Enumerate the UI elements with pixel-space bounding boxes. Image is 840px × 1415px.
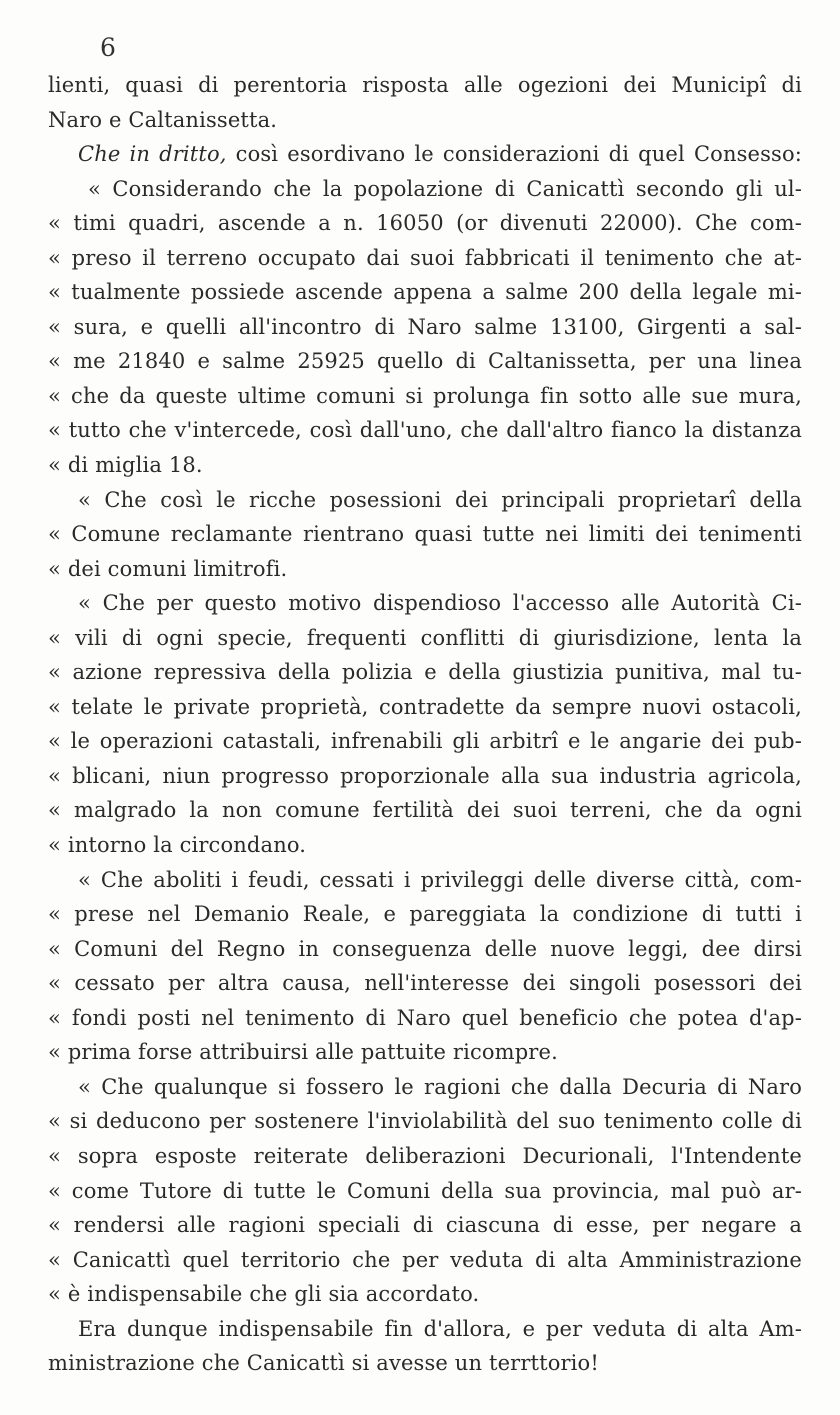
body-text <box>48 68 802 1381</box>
text-line: « di miglia 18. <box>48 453 203 478</box>
text-line: Era dunque indispensabile fin d'allora, e per veduta di alta Am- <box>78 1316 802 1341</box>
text-line: « le operazioni catastali, infrenabili gli arbitrî e le angarie dei pub- <box>48 729 802 754</box>
text-line: « rendersi alle ragioni speciali di ciascuna di esse, per negare a <box>48 1213 802 1238</box>
text-line: « telate le private proprietà, contradette da sempre nuovi ostacoli, <box>48 694 802 719</box>
text-line: « tutto che v'intercede, così dall'uno, che dall'altro fianco la distanza <box>48 418 802 443</box>
text-line: Naro e Caltanissetta. <box>48 107 278 132</box>
text-line: lienti, quasi di perentoria risposta alle ogezioni dei Municipî di <box>48 73 802 97</box>
text-line: « che da queste ultime comuni si prolunga fin sotto alle sue mura, <box>48 383 802 408</box>
text-line: « cessato per altra causa, nell'interesse dei singoli posessori dei <box>48 971 802 996</box>
text-line: « azione repressiva della polizia e della giustizia punitiva, mal tu- <box>48 660 802 685</box>
text-line: « timi quadri, ascende a n. 16050 (or divenuti 22000). Che com- <box>48 211 802 236</box>
text-line: « come Tutore di tutte le Comuni della sua provincia, mal può ar- <box>48 1178 802 1203</box>
text-line: « Che per questo motivo dispendioso l'accesso alle Autorità Ci- <box>78 591 802 616</box>
text-line: « Che qualunque si fossero le ragioni che dalla Decuria di Naro <box>78 1074 802 1099</box>
text-line: « tualmente possiede ascende appena a salme 200 della legale mi- <box>48 280 802 305</box>
text-line: « è indispensabile che gli sia accordato. <box>48 1282 480 1307</box>
text-line: « dei comuni limitrofi. <box>48 556 288 581</box>
text-line <box>48 137 802 172</box>
text-line-rest: così esordivano le considerazioni di quel Consesso: <box>226 142 802 167</box>
italic-phrase: Che in dritto, <box>78 142 227 167</box>
text-line: « Canicattì quel territorio che per veduta di alta Amministrazione <box>48 1247 802 1272</box>
text-line: « intorno la circondano. <box>48 833 307 858</box>
text-line: « vili di ogni specie, frequenti conflitti di giurisdizione, lenta la <box>48 625 802 650</box>
text-line: « sura, e quelli all'incontro di Naro salme 13100, Girgenti a sal- <box>48 314 802 339</box>
text-line: « sopra esposte reiterate deliberazioni Decurionali, l'Intendente <box>48 1143 802 1168</box>
text-line: « Comuni del Regno in conseguenza delle nuove leggi, dee dirsi <box>48 936 802 961</box>
text-line: « blicani, niun progresso proporzionale alla sua industria agricola, <box>48 763 802 788</box>
text-line: « me 21840 e salme 25925 quello di Caltanissetta, per una linea <box>48 349 802 374</box>
text-line: « si deducono per sostenere l'inviolabilità del suo tenimento colle di <box>48 1109 802 1134</box>
page-number: 6 <box>100 33 116 62</box>
text-line: ministrazione che Canicattì si avesse un terrttorio! <box>48 1351 599 1376</box>
text-line: « fondi posti nel tenimento di Naro quel beneficio che potea d'ap- <box>48 1005 802 1030</box>
text-line: « malgrado la non comune fertilità dei suoi terreni, che da ogni <box>48 798 802 823</box>
text-line: « Considerando che la popolazione di Canicattì secondo gli ul- <box>88 176 802 201</box>
text-line: « prese nel Demanio Reale, e pareggiata la condizione di tutti i <box>48 902 802 927</box>
text-line: « Che così le ricche posessioni dei principali proprietarî della <box>78 487 802 512</box>
text-line: « Comune reclamante rientrano quasi tutte nei limiti dei tenimenti <box>48 522 802 547</box>
text-line: « Che aboliti i feudi, cessati i privileggi delle diverse città, com- <box>78 867 802 892</box>
text-line: « prima forse attribuirsi alle pattuite ricompre. <box>48 1040 558 1065</box>
text-line: « preso il terreno occupato dai suoi fabbricati il tenimento che at- <box>48 245 802 270</box>
